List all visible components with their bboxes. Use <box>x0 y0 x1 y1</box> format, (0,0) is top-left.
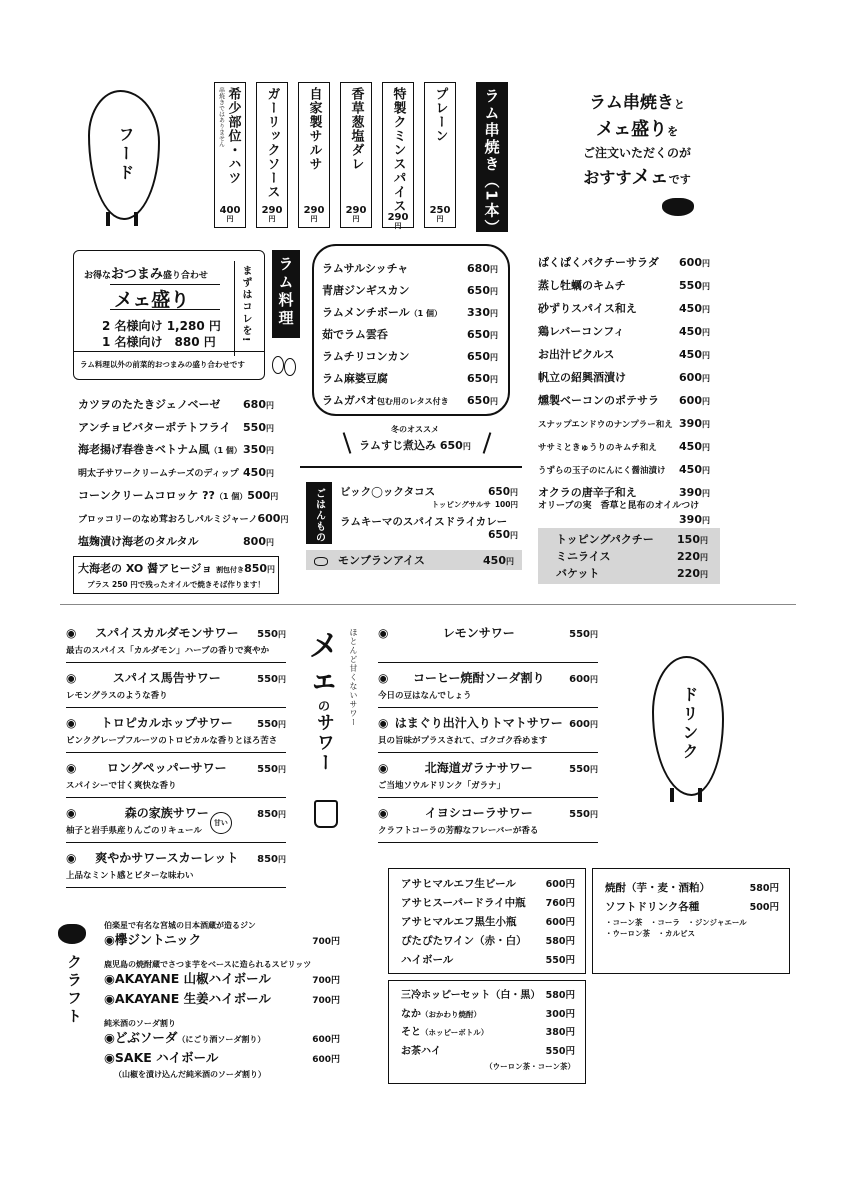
craft-sheep-icon <box>58 924 86 944</box>
drink-item: 焼酎（芋・麦・酒粕） 580円 <box>605 882 779 894</box>
sour-desc: 柚子と岩手県産りんごのリキュール <box>66 826 202 836</box>
drink-item: アサヒマルエフ黒生小瓶 600円 <box>401 916 575 928</box>
skewer-title-box <box>476 82 508 237</box>
item-name: オクラの唐辛子和え <box>538 486 637 499</box>
item-name: 明太子サワークリームチーズのディップ <box>78 468 239 479</box>
craft-item: ◉どぶソーダ（にごり酒ソーダ割り） 600円 <box>104 1030 340 1045</box>
otsumami-box: お得なおつまみ盛り合わせ メェ盛り 2 名様向け 1,280 円 1 名様向け 880 円 まずはコレを! ラム料理以外の前菜的おつまみの盛り合わせです <box>73 250 265 380</box>
sour-item <box>378 618 598 663</box>
sour-name: スパイス馬告サワー <box>112 671 221 685</box>
bullet-icon: ◉ <box>66 806 77 820</box>
craft-item: ◉SAKE ハイボール 600円 <box>104 1050 340 1065</box>
price: 600円 <box>569 674 598 685</box>
sour-item <box>66 843 286 888</box>
price: 850円 <box>257 809 286 820</box>
item-name: ぱくぱくパクチーサラダ <box>538 256 659 269</box>
sour-subtitle: ほとんど甘くないサワー <box>349 628 358 727</box>
olive-item: オリーブの実 香草と昆布のオイルつけ 390円 <box>538 501 710 526</box>
skewer-title: ラム串焼き（1本） <box>482 88 501 237</box>
bullet-icon: ◉ <box>104 1050 115 1065</box>
skewer-price: 400 円 <box>219 205 241 223</box>
price: 650円 <box>467 394 498 407</box>
drink-item: なか（おかわり焼酎） 300円 <box>401 1008 575 1020</box>
sour-item <box>66 798 286 843</box>
price: 450円 <box>679 348 710 361</box>
beer-mug-icon <box>314 800 338 828</box>
price: 550円 <box>569 764 598 775</box>
skewer-item <box>424 82 456 228</box>
gohan-title-box <box>306 482 332 544</box>
menu-item <box>322 346 498 368</box>
price: 680円 <box>243 398 274 411</box>
bullet-icon: ◉ <box>378 806 389 820</box>
lamb-menu-list <box>322 258 498 412</box>
craft-subnote: （山椒を漬け込んだ純米酒のソーダ割り） <box>114 1070 266 1079</box>
menu-item <box>78 439 274 462</box>
sour-name: はまぐり出汁入りトマトサワー <box>394 716 563 730</box>
left-sour-list <box>66 618 286 888</box>
gohan-title: ごはんもの <box>313 488 325 543</box>
item-name: スナップエンドウのナンプラー和え <box>538 420 673 430</box>
price: 600円 <box>679 256 710 269</box>
price: 550円 <box>257 764 286 775</box>
lamb-title: ラム料理 <box>276 256 295 328</box>
bullet-icon: ◉ <box>66 716 77 730</box>
menu-item <box>322 324 498 346</box>
drink-sheep-icon <box>652 656 724 796</box>
item-name: ラムサルシッチャ <box>322 262 409 275</box>
price: 650円 <box>467 372 498 385</box>
price: 850円 <box>257 854 286 865</box>
price: 450円 <box>679 325 710 338</box>
item-name: 青唐ジンギスカン <box>322 284 410 297</box>
sour-name: スパイスカルダモンサワー <box>95 626 239 640</box>
price: 450円 <box>243 465 274 479</box>
menu-item <box>78 417 274 440</box>
sour-name: 北海道ガラナサワー <box>424 761 533 775</box>
price: 550円 <box>569 629 598 640</box>
price: 350円 <box>243 443 274 456</box>
drink-item: ハイボール 550円 <box>401 954 575 966</box>
section-divider <box>60 604 796 605</box>
price: 450円 <box>679 302 710 315</box>
drink-item: ソフトドリンク各種 500円 <box>605 901 779 913</box>
skewer-price: 290 円 <box>261 205 283 223</box>
item-name: お出汁ピクルス <box>538 348 615 361</box>
drink-item: ぴたぴたワイン（赤・白） 580円 <box>401 935 575 947</box>
price: 390円 <box>679 486 710 499</box>
sour-desc: スパイシーで甘く爽快な香り <box>66 781 177 791</box>
price: 600円 <box>569 719 598 730</box>
sour-name: トロピカルホップサワー <box>100 716 233 730</box>
skewer-item <box>298 82 330 228</box>
topping-item: トッピングパクチー 150円 <box>556 532 708 549</box>
item-name: ラムメンチボール（1 個） <box>322 306 443 319</box>
drink-item: アサヒスーパードライ中瓶 760円 <box>401 897 575 909</box>
price: 680円 <box>467 262 498 275</box>
craft-item: ◉欅ジントニック 700円 <box>104 932 340 947</box>
skewer-name: 香草葱塩ダレ <box>348 87 364 171</box>
price: 220円 <box>677 567 708 580</box>
menu-item <box>78 508 289 532</box>
price: 220円 <box>677 550 708 563</box>
drink-item: そと（ホッピーボトル） 380円 <box>401 1027 575 1038</box>
craft-desc: 純米酒のソーダ割り <box>104 1019 176 1028</box>
bullet-icon: ◉ <box>104 1030 115 1045</box>
skewer-name: 特製クミンスパイス <box>390 87 406 213</box>
item-name: 茹でラム雲呑 <box>322 328 388 341</box>
bullet-icon: ◉ <box>66 761 77 775</box>
food-sheep-icon <box>88 90 160 220</box>
gohan-list <box>340 484 518 545</box>
sweet-badge: 甘い <box>210 812 232 834</box>
sour-desc: クラフトコーラの芳醇なフレーバーが香る <box>378 826 539 836</box>
ice-sheep-icon <box>314 557 328 566</box>
otsumami-line-1: 1 名様向け 880 円 <box>102 335 216 349</box>
item-name: 帆立の紹興酒漬け <box>538 371 626 384</box>
item-name: 蒸し牡蠣のキムチ <box>538 279 626 292</box>
sour-desc: 貝の旨味がプラスされて、ゴクゴク呑めます <box>378 736 548 746</box>
craft-item: ◉AKAYANE 生姜ハイボール 700円 <box>104 991 340 1006</box>
skewer-name: 自家製サルサ <box>306 87 322 171</box>
price: 600円 <box>679 394 710 407</box>
skewer-item <box>340 82 372 228</box>
item-name: 塩麹漬け海老のタルタル <box>78 535 199 548</box>
item-name: 鶏レバーコンフィ <box>538 325 625 338</box>
soft-drink-options: ・コーン茶 ・コーラ ・ジンジャエール <box>605 918 747 927</box>
sour-item <box>378 798 598 843</box>
sour-name: イヨシコーラサワー <box>424 806 533 820</box>
craft-desc: 鹿児島の焼酎蔵でさつま芋をベースに造られるスピリッツ <box>104 960 312 969</box>
item-name: カツヲのたたきジェノベーゼ <box>78 398 221 411</box>
skewer-name: プレーン <box>432 87 448 143</box>
skewer-price: 290 円 <box>345 205 367 223</box>
item-name: ラム麻婆豆腐 <box>322 372 388 385</box>
menu-item <box>322 368 498 390</box>
price: 550円 <box>243 420 274 434</box>
price: 390円 <box>679 417 710 430</box>
menu-item <box>538 413 710 436</box>
sour-name: コーヒー焼酎ソーダ割り <box>413 671 545 685</box>
hoppy-subnote: （ウーロン茶・コーン茶） <box>485 1062 575 1071</box>
menu-item <box>78 485 279 508</box>
sour-item <box>66 618 286 663</box>
sour-item <box>66 663 286 708</box>
skewer-item <box>382 82 414 228</box>
skewer-price: 290 円 <box>303 205 325 223</box>
otsumami-title: メェ盛り <box>114 289 190 311</box>
price: 500円 <box>247 489 279 502</box>
price: 550円 <box>569 809 598 820</box>
price: 650円 <box>467 284 498 297</box>
menu-item <box>322 280 498 302</box>
sour-desc: 最古のスパイス「カルダモン」ハーブの香りで爽やか <box>66 646 270 656</box>
price: 600円 <box>679 371 710 384</box>
otsumami-side-note: まずはコレを! <box>240 265 251 344</box>
xo-box: 大海老の XO 醤アヒージョ 割包付き 850円 プラス 250 円で残ったオイルで焼きそば作ります！ <box>73 556 279 594</box>
sour-name: 爽やかサワースカーレット <box>95 851 239 865</box>
gohan-item: ラムキーマのスパイスドライカレー 650円 <box>340 516 518 541</box>
item-name: ラムガパオ包む用のレタス付き <box>322 394 449 407</box>
price: 650円 <box>467 350 498 363</box>
bullet-icon: ◉ <box>378 671 389 685</box>
craft-label: クラフト <box>65 954 83 1026</box>
xo-sub-note: プラス 250 円で残ったオイルで焼きそば作ります！ <box>87 580 265 589</box>
menu-item <box>538 367 710 390</box>
bullet-icon: ◉ <box>378 626 389 640</box>
sour-item <box>66 708 286 753</box>
sour-item <box>378 663 598 708</box>
skewer-name: ガーリックソース <box>264 87 280 199</box>
sour-desc: 今日の豆はなんでしょう <box>378 691 472 701</box>
item-name: コーンクリームコロッケ ??（1 個） <box>78 489 248 502</box>
price: 550円 <box>257 629 286 640</box>
sour-name: レモンサワー <box>442 626 515 640</box>
menu-item <box>538 390 710 413</box>
menu-item <box>538 436 710 459</box>
sour-item <box>378 708 598 753</box>
beer-box <box>388 868 586 974</box>
craft-desc: 伯楽星で有名な宮城の日本酒蔵が造るジン <box>104 921 256 930</box>
drink-item: 三冷ホッピーセット（白・黒） 580円 <box>401 990 575 1001</box>
menu-item <box>322 258 498 280</box>
winter-special: 冬のオススメ ラムすじ煮込み 650円 <box>359 425 471 452</box>
price: 550円 <box>257 719 286 730</box>
ice-row: モンブランアイス 450円 <box>306 550 522 570</box>
skewer-item <box>214 82 246 228</box>
craft-item: ◉AKAYANE 山椒ハイボール 700円 <box>104 971 340 986</box>
item-name: うずらの玉子のにんにく醤油漬け <box>538 466 666 476</box>
price: 550円 <box>679 279 710 292</box>
sour-desc: ピンクグレープフルーツのトロピカルな香りとほろ苦さ <box>66 736 278 746</box>
price: 800円 <box>243 535 274 548</box>
craft-list <box>104 920 340 1080</box>
menu-item <box>78 531 274 554</box>
topping-box <box>538 528 720 584</box>
lamb-title-box <box>272 250 300 338</box>
price: 450円 <box>679 463 710 476</box>
left-food-list <box>78 394 289 554</box>
topping-item: バケット 220円 <box>556 566 708 583</box>
sour-desc: 上品なミント感とビターな味わい <box>66 871 194 881</box>
right-sour-list <box>378 618 598 843</box>
skewer-price: 250 円 <box>429 205 451 223</box>
price: 650円 <box>488 486 518 498</box>
menu-item <box>538 459 710 482</box>
item-name: 海老揚げ春巻きベトナム風（1 個） <box>78 443 242 456</box>
item-name: 砂ずりスパイス和え <box>538 302 637 315</box>
bullet-icon: ◉ <box>66 851 77 865</box>
sour-item <box>66 753 286 798</box>
bullet-icon: ◉ <box>104 991 115 1006</box>
skewer-subnote: 串焼きではありません <box>217 87 225 147</box>
soft-drink-options: ・ウーロン茶 ・カルピス <box>605 929 695 938</box>
sheep-head-icon <box>662 198 694 216</box>
sour-name: ロングペッパーサワー <box>106 761 227 775</box>
item-name: アンチョビバターポテトフライ <box>78 420 231 434</box>
menu-item <box>322 302 498 324</box>
recommend-text: ラム串焼きと メェ盛りを ご注文いただくのが おすすメェです <box>582 93 691 188</box>
bullet-icon: ◉ <box>66 671 77 685</box>
right-food-list <box>538 252 710 505</box>
drink-item: アサヒマルエフ生ビール 600円 <box>401 878 575 890</box>
skewer-name: 希少部位・ハツ <box>225 87 241 185</box>
price: 450円 <box>679 440 710 453</box>
drink-item: お茶ハイ 550円 <box>401 1045 575 1057</box>
bullet-icon: ◉ <box>66 626 77 640</box>
item-name: 燻製ベーコンのポテサラ <box>538 394 659 407</box>
otsumami-note: ラム料理以外の前菜的おつまみの盛り合わせです <box>80 360 245 369</box>
gohan-item: ビック◯ックタコス 650円 トッピングサルサ 100円 <box>340 486 518 509</box>
food-section-label: フード <box>116 126 135 183</box>
bullet-icon: ◉ <box>378 761 389 775</box>
sour-name: 森の家族サワー <box>124 806 209 820</box>
bullet-icon: ◉ <box>378 716 389 730</box>
sour-item <box>378 753 598 798</box>
price: 600円 <box>257 511 289 525</box>
drink-section-label: ドリンク <box>680 686 699 762</box>
menu-item <box>538 298 710 321</box>
menu-item <box>538 344 710 367</box>
menu-item <box>538 252 710 275</box>
sour-desc: ご当地ソウルドリンク「ガラナ」 <box>378 781 506 791</box>
bullet-icon: ◉ <box>104 932 115 947</box>
price: 650円 <box>467 328 498 341</box>
skewer-price: 290 円 <box>387 212 409 230</box>
otsumami-line-2: 2 名様向け 1,280 円 <box>102 319 221 333</box>
skewer-item <box>256 82 288 228</box>
sour-title: メェ の サワー <box>309 629 339 774</box>
price: 330円 <box>467 306 498 319</box>
menu-item <box>538 321 710 344</box>
topping-item: ミニライス 220円 <box>556 549 708 566</box>
price: 550円 <box>257 674 286 685</box>
bullet-icon: ◉ <box>104 971 115 986</box>
shochu-box <box>592 868 790 974</box>
price: 150円 <box>677 533 708 546</box>
hoppy-box <box>388 980 586 1084</box>
menu-item <box>78 394 274 417</box>
item-name: ササミときゅうりのキムチ和え <box>538 443 657 453</box>
sour-desc: レモングラスのような香り <box>66 691 168 701</box>
item-name: ブロッコリーのなめ茸おろしパルミジャーノ <box>78 514 258 525</box>
flag-sheep-icon <box>270 350 300 380</box>
menu-item <box>322 390 498 412</box>
menu-item <box>538 275 710 298</box>
menu-item <box>78 462 274 486</box>
item-name: ラムチリコンカン <box>322 350 410 363</box>
